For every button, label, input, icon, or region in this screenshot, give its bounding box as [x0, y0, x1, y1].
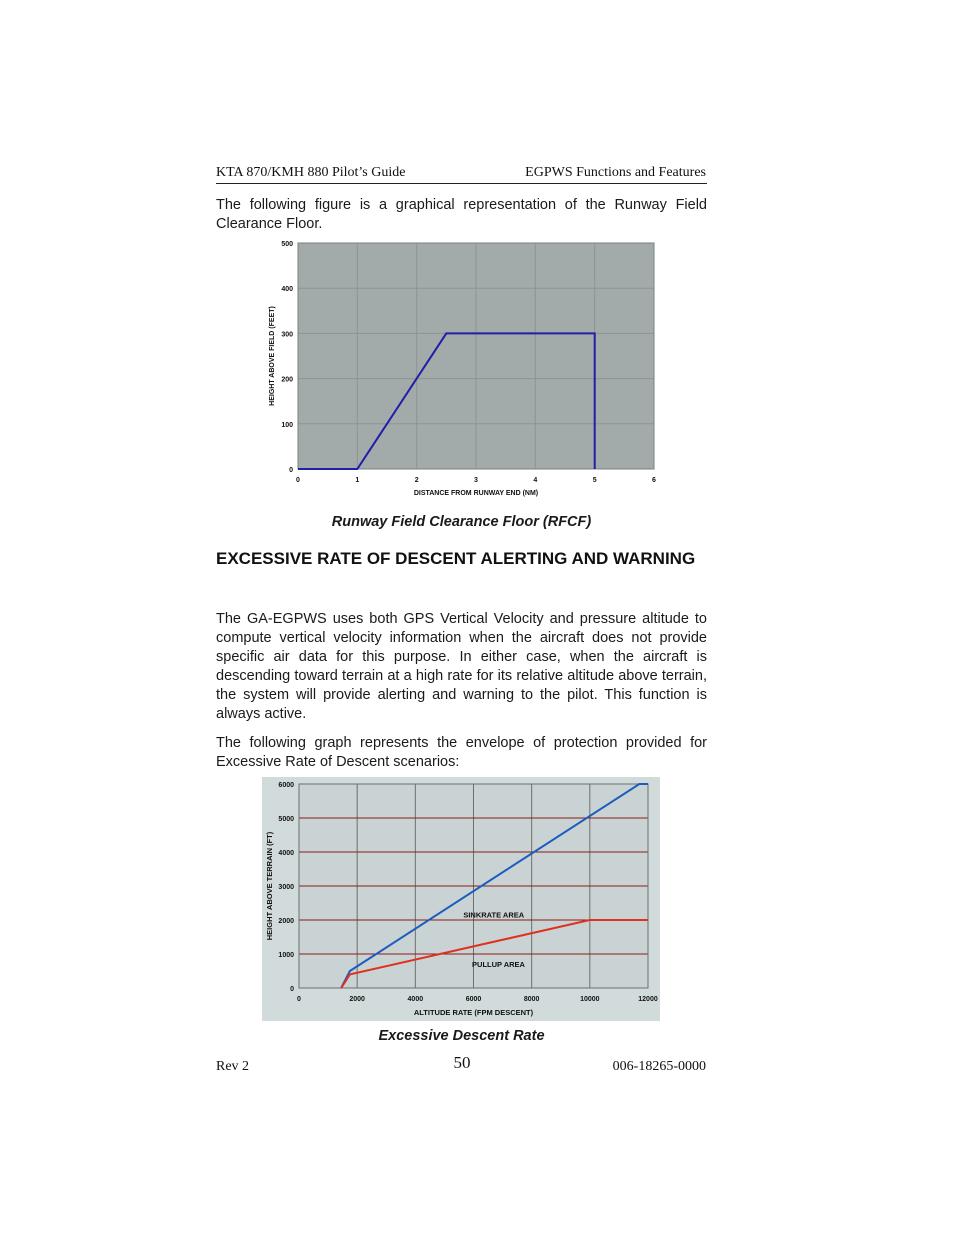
- sinkrate-area-label: SINKRATE AREA: [463, 910, 525, 920]
- x-tick-label: 0: [297, 996, 301, 1003]
- x-tick-label: 10000: [580, 996, 600, 1003]
- x-axis-label: DISTANCE FROM RUNWAY END (NM): [413, 490, 539, 497]
- y-tick-label: 2000: [278, 918, 294, 925]
- header-guide-title: KTA 870/KMH 880 Pilot’s Guide: [216, 165, 406, 180]
- x-tick-label: 4000: [407, 996, 424, 1003]
- intro-paragraph: The following figure is a graphical representation of the Runway Field Clearance Floor.: [216, 197, 707, 232]
- x-axis-label: ALTITUDE RATE (FPM DESCENT): [413, 1008, 534, 1017]
- figure1-caption: Runway Field Clearance Floor (RFCF): [331, 514, 592, 530]
- header-section-title: EGPWS Functions and Features: [525, 165, 706, 180]
- page-number: 50: [453, 1053, 471, 1072]
- pullup-area-label: PULLUP AREA: [472, 959, 525, 969]
- rfcf-chart: [262, 236, 662, 502]
- y-tick-label: 300: [281, 331, 293, 339]
- y-tick-label: 0: [289, 467, 293, 474]
- x-tick-label: 5: [592, 477, 597, 484]
- y-axis-label: HEIGHT ABOVE FIELD (FEET): [269, 306, 276, 406]
- excessive-descent-chart: [262, 777, 660, 1021]
- x-tick-label: 8000: [523, 996, 540, 1003]
- figure2-caption: Excessive Descent Rate: [378, 1028, 545, 1044]
- graph-intro-paragraph: The following graph represents the envelope of protection provided for Excessive Rate of Descent scenarios:: [216, 735, 707, 770]
- section-paragraph: The GA-EGPWS uses both GPS Vertical Velocity and pressure altitude to compute vertical velocity information when the aircraft does not provide specific air data for this purpose. In either case, when the aircraft is descending toward terrain at a high rate for its relative altitude above terrain, the system will provide alerting and warning to the pilot. This function is always active.: [216, 611, 707, 722]
- y-axis-label: HEIGHT ABOVE TERRAIN (FT): [265, 831, 274, 941]
- x-tick-label: 1: [355, 477, 360, 484]
- footer-document-number: 006-18265-0000: [612, 1059, 706, 1074]
- x-tick-label: 12000: [638, 996, 658, 1003]
- x-tick-label: 6: [652, 477, 656, 484]
- x-tick-label: 2: [414, 477, 419, 484]
- y-tick-label: 6000: [278, 782, 294, 789]
- header-divider: [216, 183, 707, 184]
- y-tick-label: 200: [281, 376, 293, 384]
- y-tick-label: 100: [281, 421, 293, 429]
- y-tick-label: 1000: [278, 952, 294, 959]
- x-tick-label: 2000: [349, 996, 365, 1003]
- y-tick-label: 4000: [278, 850, 294, 857]
- section-heading: EXCESSIVE RATE OF DESCENT ALERTING AND WARNING: [216, 549, 696, 568]
- x-tick-label: 6000: [465, 996, 482, 1003]
- footer-revision: Rev 2: [216, 1059, 250, 1074]
- y-tick-label: 0: [290, 986, 294, 993]
- y-tick-label: 3000: [278, 884, 294, 891]
- y-tick-label: 500: [281, 241, 293, 248]
- x-tick-label: 3: [474, 477, 478, 484]
- x-tick-label: 4: [533, 477, 538, 484]
- y-tick-label: 5000: [278, 816, 294, 823]
- x-tick-label: 0: [296, 477, 300, 484]
- y-tick-label: 400: [281, 286, 293, 294]
